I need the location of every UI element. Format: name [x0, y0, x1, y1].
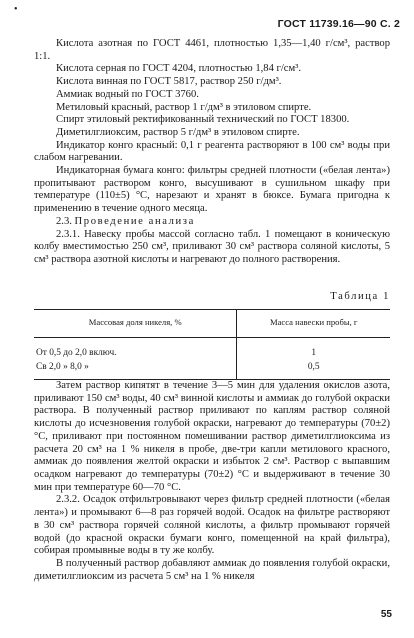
- reagent-congo-red: Индикатор конго красный: 0,1 г реагента растворяют в 100 см³ воды при слабом нагревании.: [34, 139, 390, 164]
- reagent-ethanol: Спирт этиловый ректификованный технический по ГОСТ 18300.: [56, 114, 350, 126]
- reagent-nitric-acid: Кислота азотная по ГОСТ 4461, плотностью 1,35—1,40 г/см³, раствор 1:1.: [34, 38, 390, 62]
- reagent-methyl-red: Метиловый красный, раствор 1 г/дм³ в этиловом спирте.: [56, 101, 312, 113]
- page-header: ГОСТ 11739.16—90 С. 2: [277, 18, 400, 30]
- table-header-sample-mass: Масса навески пробы, г: [237, 310, 390, 338]
- table-row: [34, 338, 390, 361]
- table-cell-mass: 0,5: [237, 360, 390, 380]
- table-cell-range: От 0,5 до 2,0 включ.: [34, 338, 237, 361]
- section-number: 2.3.: [56, 215, 72, 227]
- paragraph-2-3-1: 2.3.1. Навеску пробы массой согласно табл. 1 помещают в коническую колбу вместимостью 250 см³, приливают 30 см³ раствора соляной кислоты, 5 см³ раствора азотной кислоты и нагревают до полного растворения.: [34, 228, 390, 265]
- table-cell-range: Св 2,0 » 8,0 »: [34, 360, 237, 380]
- table-row: [34, 360, 390, 380]
- table-caption: Таблица 1: [330, 290, 390, 302]
- reagent-ammonia: Аммиак водный по ГОСТ 3760.: [56, 88, 199, 100]
- paragraph-final: В полученный раствор добавляют аммиак до появления голубой окраски, диметилглиоксим из расчета 5 см³ на 1 % никеля: [34, 557, 390, 582]
- page-number: 55: [380, 609, 392, 620]
- section-title: Проведение анализа: [74, 215, 195, 227]
- reagent-sulfuric-acid: Кислота серная по ГОСТ 4204, плотностью 1,84 г/см³.: [56, 63, 302, 75]
- paragraph-after-table: Затем раствор кипятят в течение 3—5 мин для удаления окислов азота, приливают 150 см³ воды, 40 см³ винной кислоты и аммиак до голубой окраски раствора. В полученный раствор приливают по каплям раствор соляной кислоты до исчезновения голубой окраски, нагревают до температуры (70±2) °С, приливают при постоянном помешивании раствор диметилглиоксима из расчета 20 см³ на 1 % никеля в пробе, две-три капли метилового красного, аммиак до появления желтой окраски и избыток 2 см³. Раствор с выпавшим осадком нагревают до температуры (70±2) °С и выдерживают в течение 30 мин при температуре 60—70 °С.: [34, 380, 390, 493]
- reagent-congo-paper: Индикаторная бумага конго: фильтры средней плотности («белая лента») пропитывают раствором конго, высушивают в сушильном шкафу при температуре (110±5) °С, нарезают и хранят в бюксе. Бумага пригодна к применению в течение одного месяца.: [34, 165, 390, 215]
- reagent-tartaric-acid: Кислота винная по ГОСТ 5817, раствор 250 г/дм³.: [56, 76, 282, 88]
- reagent-dimethylglyoxime: Диметилглиоксим, раствор 5 г/дм³ в этиловом спирте.: [56, 126, 300, 138]
- margin-mark: •: [14, 4, 18, 15]
- section-heading: [34, 216, 390, 229]
- nickel-table: [34, 309, 390, 380]
- page-body: [34, 38, 390, 583]
- table-header-nickel-fraction: Массовая доля никеля, %: [34, 310, 237, 338]
- table-cell-mass: 1: [311, 348, 317, 359]
- paragraph-2-3-2: 2.3.2. Осадок отфильтровывают через фильтр средней плотности («белая лента») и промывают 6—8 раз горячей водой. Осадок на фильтре растворяют в 30 см³ раствора горячей соляной кислоты, а фильтр промывают горячей водой (до красной окраски бумаги конго, помещенной на край фильтра), собирая промывные воды в ту же колбу.: [34, 494, 390, 557]
